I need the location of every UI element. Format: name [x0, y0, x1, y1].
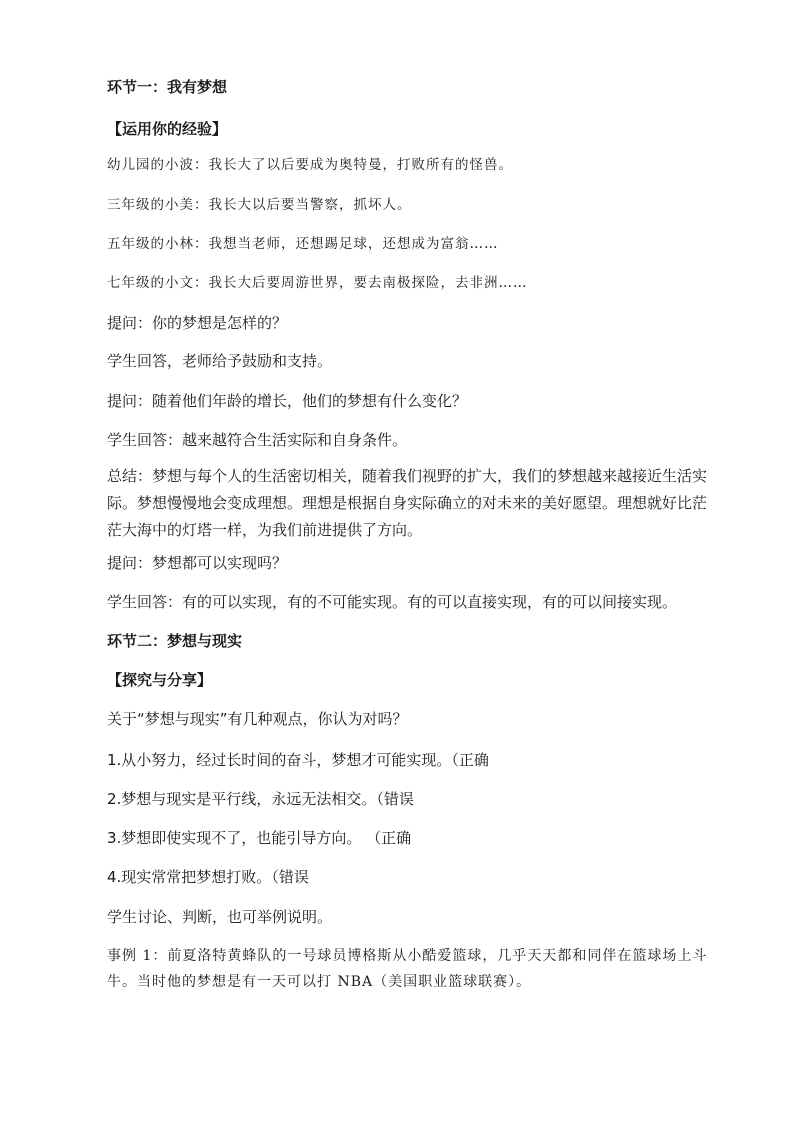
section2-subheading: 【探究与分享】: [107, 671, 213, 689]
viewpoint-3: 3.梦想即使实现不了，也能引导方向。 （正确: [107, 829, 412, 847]
example-4: 七年级的小文：我长大后要周游世界，要去南极探险，去非洲……: [107, 275, 528, 291]
example-1: 幼儿园的小波：我长大了以后要成为奥特曼，打败所有的怪兽。: [107, 157, 513, 173]
answer-1: 学生回答，老师给予鼓励和支持。: [107, 352, 333, 370]
question-3: 提问：梦想都可以实现吗？: [107, 554, 288, 572]
case-paragraph-1: 事例 1：前夏洛特黄蜂队的一号球员博格斯从小酷爱篮球，几乎天天都和同伴在篮球场上斗牛。当时他的梦想是有一天可以打 NBA（美国职业篮球联赛）。: [107, 948, 708, 990]
section2-question: 关于“梦想与现实”有几种观点，你认为对吗？: [107, 710, 408, 728]
example-2: 三年级的小美：我长大以后要当警察，抓坏人。: [107, 197, 412, 213]
viewpoint-4: 4.现实常常把梦想打败。（错误: [107, 868, 309, 886]
answer-2: 学生回答：越来越符合生活实际和自身条件。: [107, 431, 408, 449]
section1-subheading: 【运用你的经验】: [107, 120, 228, 138]
section2-heading: 环节二：梦想与现实: [107, 632, 243, 650]
question-2: 提问：随着他们年龄的增长，他们的梦想有什么变化？: [107, 392, 468, 410]
question-1: 提问：你的梦想是怎样的？: [107, 314, 288, 332]
viewpoint-1: 1.从小努力，经过长时间的奋斗，梦想才可能实现。（正确: [107, 751, 489, 769]
section1-heading: 环节一：我有梦想: [107, 78, 228, 96]
example-3: 五年级的小林：我想当老师，还想踢足球，还想成为富翁……: [107, 236, 499, 252]
viewpoint-2: 2.梦想与现实是平行线，永远无法相交。（错误: [107, 790, 414, 808]
answer-3: 学生回答：有的可以实现，有的不可能实现。有的可以直接实现，有的可以间接实现。: [107, 593, 678, 611]
summary-paragraph: 总结：梦想与每个人的生活密切相关，随着我们视野的扩大，我们的梦想越来越接近生活实际。梦想慢慢地会变成理想。理想是根据自身实际确立的对未来的美好愿望。理想就好比茫茫大海中的灯塔一样，为我们前进提供了方向。: [107, 467, 708, 539]
discussion-note: 学生讨论、判断，也可举例说明。: [107, 908, 333, 926]
